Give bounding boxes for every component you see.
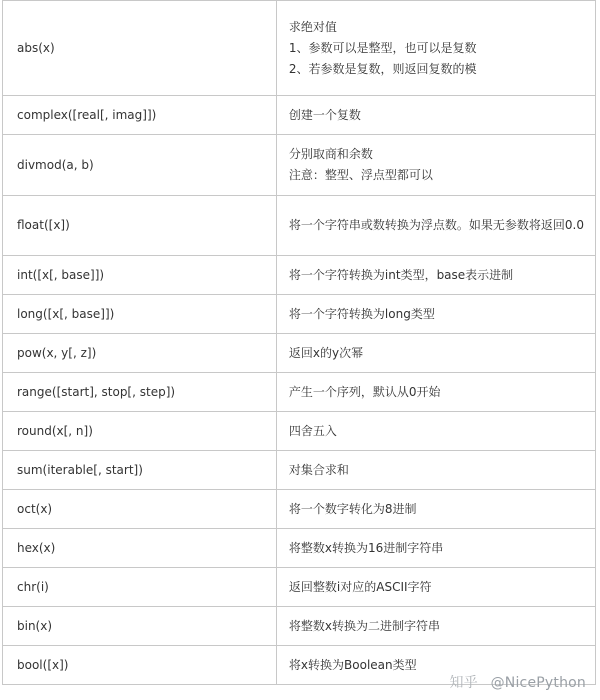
table-row-abs <box>3 1 596 96</box>
function-cell: bin(x) <box>3 607 277 646</box>
table-row-int <box>3 256 596 295</box>
description-cell: 将一个字符串或数转换为浮点数。如果无参数将返回0.0 <box>276 196 595 256</box>
table-row-pow <box>3 334 596 373</box>
function-cell: range([start], stop[, step]) <box>3 373 277 412</box>
table-row-long <box>3 295 596 334</box>
function-cell: complex([real[, imag]]) <box>3 96 277 135</box>
function-cell: sum(iterable[, start]) <box>3 451 277 490</box>
description-cell: 将整数x转换为二进制字符串 <box>276 607 595 646</box>
function-cell: abs(x) <box>3 1 277 96</box>
table-row-bin <box>3 607 596 646</box>
builtin-functions-table <box>2 0 596 685</box>
description-line: 注意：整型、浮点型都可以 <box>288 168 433 182</box>
table-row-oct <box>3 490 596 529</box>
description-cell: 返回x的y次幂 <box>276 334 595 373</box>
table-row-divmod <box>3 135 596 196</box>
table-row-sum <box>3 451 596 490</box>
function-cell: divmod(a, b) <box>3 135 277 196</box>
description-cell: 将一个数字转化为8进制 <box>276 490 595 529</box>
description-cell <box>276 135 595 196</box>
description-cell: 产生一个序列，默认从0开始 <box>276 373 595 412</box>
description-cell: 对集合求和 <box>276 451 595 490</box>
table-body <box>3 1 596 685</box>
function-cell: bool([x]) <box>3 646 277 685</box>
function-cell: hex(x) <box>3 529 277 568</box>
description-line: 2、若参数是复数，则返回复数的模 <box>288 61 477 76</box>
function-cell: pow(x, y[, z]) <box>3 334 277 373</box>
description-line: 求绝对值 <box>288 19 337 34</box>
function-cell: float([x]) <box>3 196 277 256</box>
table-row-complex <box>3 96 596 135</box>
watermark-brand: 知乎 <box>449 675 478 691</box>
function-cell: round(x[, n]) <box>3 412 277 451</box>
description-cell: 四舍五入 <box>276 412 595 451</box>
description-cell: 将x转换为Boolean类型 <box>276 646 595 685</box>
table-row-hex <box>3 529 596 568</box>
function-cell: int([x[, base]]) <box>3 256 277 295</box>
table-row-round <box>3 412 596 451</box>
description-cell <box>276 1 595 96</box>
description-cell: 创建一个复数 <box>276 96 595 135</box>
description-line: 分别取商和余数 <box>288 147 373 161</box>
watermark-handle: @NicePython <box>490 675 586 691</box>
description-cell: 将一个字符转换为long类型 <box>276 295 595 334</box>
description-cell: 返回整数i对应的ASCII字符 <box>276 568 595 607</box>
table-row-range <box>3 373 596 412</box>
description-line: 1、参数可以是整型，也可以是复数 <box>288 40 477 55</box>
function-cell: long([x[, base]]) <box>3 295 277 334</box>
function-cell: oct(x) <box>3 490 277 529</box>
description-cell: 将一个字符转换为int类型，base表示进制 <box>276 256 595 295</box>
description-cell: 将整数x转换为16进制字符串 <box>276 529 595 568</box>
function-cell: chr(i) <box>3 568 277 607</box>
table-row-chr <box>3 568 596 607</box>
table-row-float <box>3 196 596 256</box>
watermark <box>450 672 586 692</box>
